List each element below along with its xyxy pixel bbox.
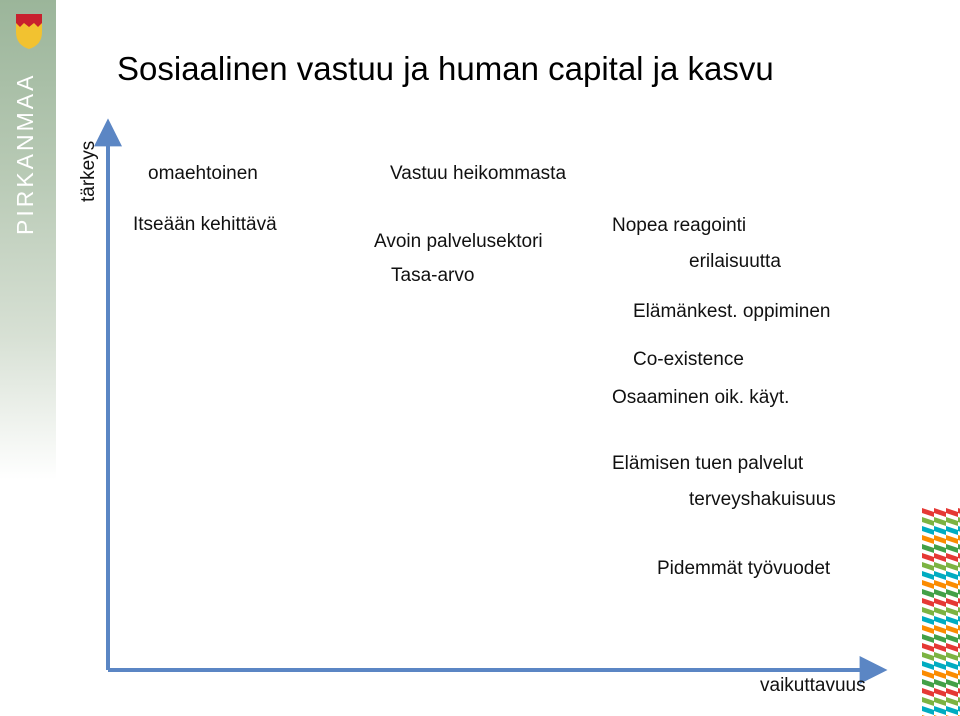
pattern-tile xyxy=(946,607,958,616)
pattern-tile xyxy=(922,571,934,580)
pattern-tile xyxy=(934,571,946,580)
pattern-tile xyxy=(934,598,946,607)
pattern-tile xyxy=(922,562,934,571)
pattern-tile xyxy=(922,688,934,697)
pattern-tile xyxy=(934,580,946,589)
pattern-tile xyxy=(934,616,946,625)
item-label: Itseään kehittävä xyxy=(133,214,277,235)
pattern-tile xyxy=(946,706,958,715)
pattern-tile xyxy=(946,643,958,652)
item-label: Avoin palvelusektori xyxy=(374,231,543,252)
pattern-tile xyxy=(946,634,958,643)
item-label: Vastuu heikommasta xyxy=(390,163,567,184)
pattern-tile xyxy=(934,526,946,535)
pattern-tile xyxy=(934,535,946,544)
pattern-tile xyxy=(946,580,958,589)
item-label: erilaisuutta xyxy=(689,251,781,272)
pattern-tile xyxy=(946,670,958,679)
pattern-tile xyxy=(934,517,946,526)
pattern-tile xyxy=(922,553,934,562)
pattern-tile xyxy=(934,679,946,688)
pattern-tile xyxy=(946,544,958,553)
item-label: omaehtoinen xyxy=(148,163,258,184)
pattern-tile xyxy=(922,706,934,715)
pattern-tile xyxy=(946,553,958,562)
decorative-pattern xyxy=(922,508,960,716)
pattern-tile xyxy=(922,535,934,544)
pattern-tile xyxy=(934,625,946,634)
pattern-tile xyxy=(934,688,946,697)
item-label: Elämisen tuen palvelut xyxy=(612,453,804,474)
pattern-tile xyxy=(922,544,934,553)
pattern-tile xyxy=(922,607,934,616)
pattern-tile xyxy=(934,652,946,661)
pattern-tile xyxy=(946,526,958,535)
pattern-tile xyxy=(922,517,934,526)
pattern-tile xyxy=(946,571,958,580)
pattern-tile xyxy=(934,607,946,616)
page-title: Sosiaalinen vastuu ja human capital ja kasvu xyxy=(117,50,774,87)
pattern-tile xyxy=(922,589,934,598)
item-label: Osaaminen oik. käyt. xyxy=(612,387,790,408)
pattern-tile xyxy=(934,661,946,670)
pattern-tile xyxy=(934,589,946,598)
pattern-tile xyxy=(946,562,958,571)
pattern-tile xyxy=(946,652,958,661)
item-label: Elämänkest. oppiminen xyxy=(633,301,831,322)
pattern-tile xyxy=(922,661,934,670)
pattern-tile xyxy=(946,697,958,706)
pattern-tile xyxy=(946,688,958,697)
item-label: Pidemmät työvuodet xyxy=(657,558,831,579)
item-label: Nopea reagointi xyxy=(612,215,747,236)
pattern-tile xyxy=(922,598,934,607)
pattern-tile xyxy=(946,616,958,625)
pattern-tile xyxy=(934,508,946,517)
pattern-tile xyxy=(922,643,934,652)
pattern-tile xyxy=(934,670,946,679)
pattern-tile xyxy=(946,679,958,688)
pattern-tile xyxy=(946,517,958,526)
pattern-tile xyxy=(934,697,946,706)
pattern-tile xyxy=(946,589,958,598)
pattern-tile xyxy=(946,661,958,670)
x-axis-label: vaikuttavuus xyxy=(760,675,866,696)
y-axis-label: tärkeys xyxy=(78,140,99,202)
pattern-tile xyxy=(922,634,934,643)
pattern-tile xyxy=(946,625,958,634)
pattern-tile xyxy=(946,598,958,607)
item-label: Co-existence xyxy=(633,349,744,370)
pattern-tile xyxy=(922,670,934,679)
pattern-tile xyxy=(946,508,958,517)
brand-wordmark: PIRKANMAA xyxy=(12,72,38,235)
pattern-tile xyxy=(922,679,934,688)
pattern-tile xyxy=(934,706,946,715)
pattern-tile xyxy=(934,562,946,571)
pattern-tile xyxy=(922,652,934,661)
pattern-tile xyxy=(922,697,934,706)
pattern-tile xyxy=(922,526,934,535)
pattern-tile xyxy=(934,553,946,562)
pattern-tile xyxy=(922,616,934,625)
pattern-tile xyxy=(934,544,946,553)
item-label: Tasa-arvo xyxy=(391,265,475,286)
pattern-tile xyxy=(922,580,934,589)
pattern-tile xyxy=(934,634,946,643)
pattern-tile xyxy=(922,508,934,517)
item-label: terveyshakuisuus xyxy=(689,489,836,510)
pattern-tile xyxy=(922,625,934,634)
pattern-tile xyxy=(934,643,946,652)
pattern-tile xyxy=(946,535,958,544)
